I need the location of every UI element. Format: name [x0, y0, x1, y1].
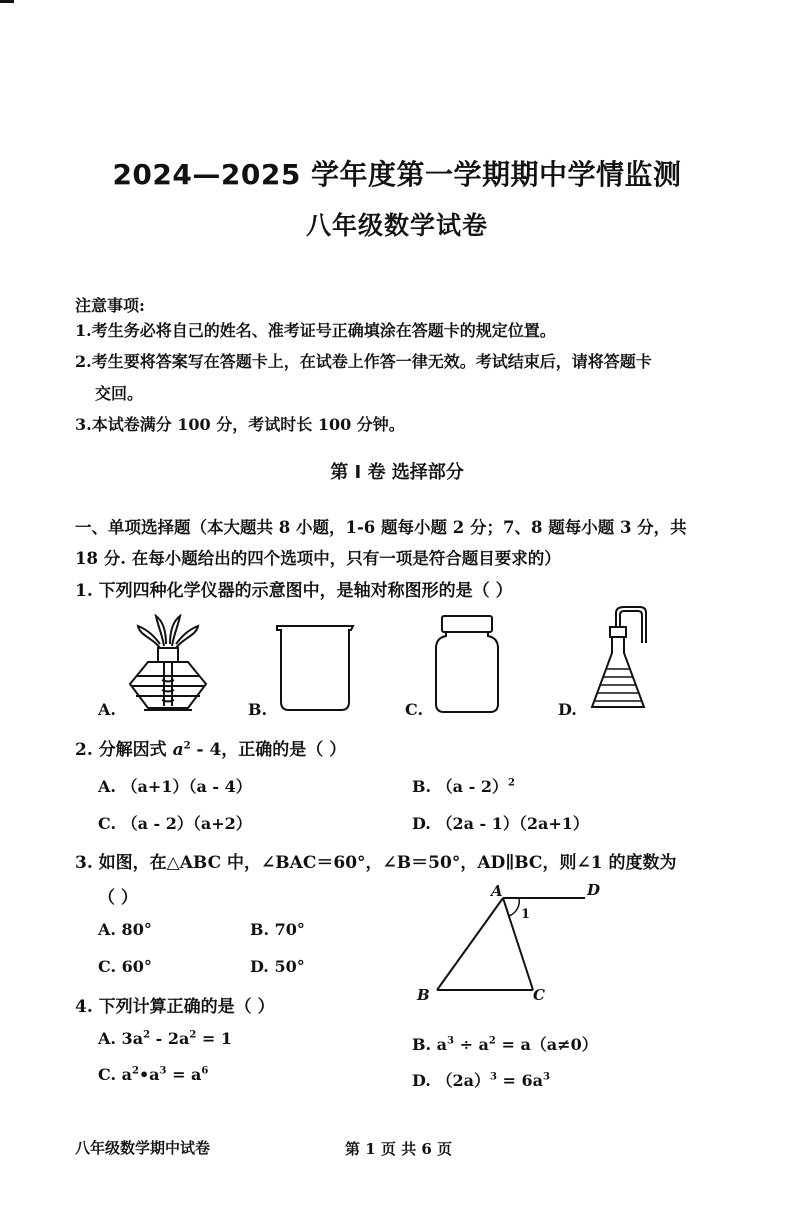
part1-heading-line1: 一、单项选择题（本大题共 8 小题，1-6 题每小题 2 分；7、8 题每小题 3 分，共 [75, 518, 687, 537]
notice-item-2: 2.考生要将答案写在答题卡上，在试卷上作答一律无效。考试结束后，请将答题卡 [75, 352, 652, 371]
q2-option-a: A. （a+1）（a - 4） [98, 777, 252, 796]
footer-exam-name: 八年级数学期中试卷 [75, 1139, 211, 1157]
q3-option-c: C. 60° [98, 957, 152, 976]
q1-option-d-label: D. [558, 700, 577, 719]
q3-option-d: D. 50° [250, 957, 305, 976]
q2-stem: 2. 分解因式 $a^2 - 4$，正确的是（ ） [75, 740, 347, 760]
footer-page-number: 第 1 页 共 6 页 [345, 1140, 452, 1158]
q4-option-a: A. $3a^2 - 2a^2 = 1$ [98, 1029, 232, 1048]
q3-option-a: A. 80° [98, 920, 152, 939]
section-title: 第 I 卷 选择部分 [330, 462, 464, 483]
q4-option-b: B. $a^3 \div a^2 = a(a\ne 0)$ [412, 1035, 598, 1054]
vertex-b-label: B [417, 986, 430, 1004]
triangle-abc-figure [415, 878, 615, 1008]
q2-option-b: B. （a - 2）$^2$ [412, 777, 515, 796]
q1-stem: 1. 下列四种化学仪器的示意图中，是轴对称图形的是（ ） [75, 581, 513, 601]
flask-with-tube-figure [588, 603, 658, 715]
notice-item-3: 3.本试卷满分 100 分，考试时长 100 分钟。 [75, 415, 405, 434]
exam-title: 2024—2025 学年度第一学期期中学情监测 [112, 158, 682, 191]
notice-heading: 注意事项: [75, 296, 145, 315]
q3-option-b: B. 70° [250, 920, 305, 939]
q1-option-b-label: B. [248, 700, 268, 719]
q3-stem: 3. 如图，在△ABC 中，∠BAC＝60°，∠B＝50°，AD∥BC，则∠1 的度数为 [75, 853, 677, 873]
vertex-c-label: C [533, 986, 545, 1004]
notice-item-2-cont: 交回。 [95, 384, 144, 403]
angle-1-label: 1 [521, 907, 531, 922]
q2-option-c: C. （a - 2）（a+2） [98, 814, 252, 833]
q4-option-d: D. $(2a)^3 = 6a^3$ [412, 1071, 550, 1090]
exam-subtitle: 八年级数学试卷 [305, 211, 488, 240]
q3-answer-blank: （ ） [98, 888, 138, 908]
q2-option-d: D. （2a - 1）（2a+1） [412, 814, 589, 833]
reagent-bottle-figure [432, 612, 502, 714]
alcohol-lamp-figure [118, 610, 218, 715]
q1-option-a-label: A. [98, 700, 116, 719]
q1-option-c-label: C. [405, 700, 424, 719]
q4-option-c: C. $a^2•a^3 = a^6$ [98, 1065, 209, 1084]
beaker-figure [275, 622, 355, 714]
q4-stem: 4. 下列计算正确的是（ ） [75, 997, 275, 1017]
vertex-d-label: D [587, 881, 601, 899]
vertex-a-label: A [491, 882, 503, 900]
page-corner-mark [0, 0, 14, 3]
notice-item-1: 1.考生务必将自己的姓名、准考证号正确填涂在答题卡的规定位置。 [75, 321, 556, 340]
part1-heading-line2: 18 分. 在每小题给出的四个选项中，只有一项是符合题目要求的） [75, 549, 561, 568]
